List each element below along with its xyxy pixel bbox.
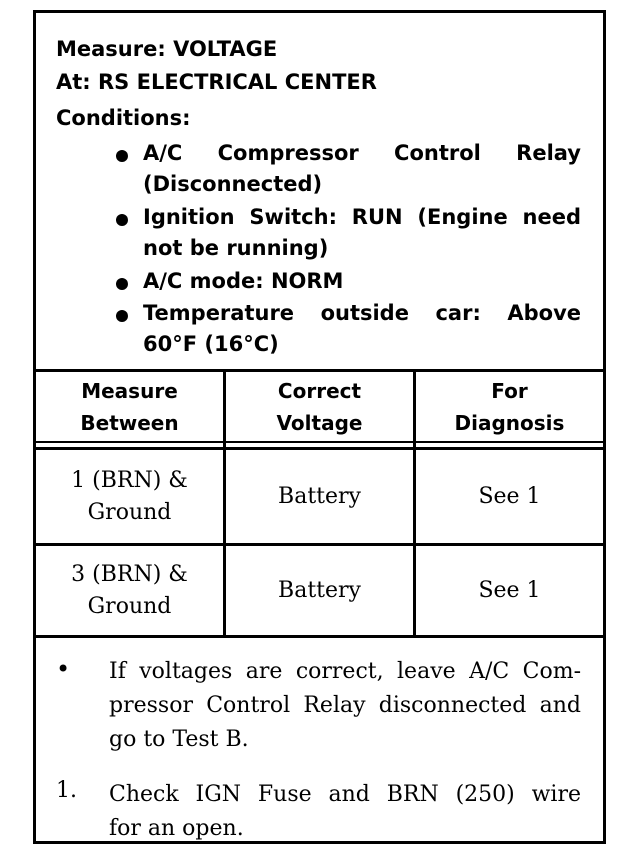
- table-cell-between: [36, 450, 223, 543]
- table-cell-voltage: Battery: [278, 577, 361, 603]
- at-line: At: RS ELECTRICAL CENTER: [56, 70, 377, 94]
- note-number: 1.: [56, 778, 77, 803]
- cell-line: 3 (BRN) &: [71, 561, 188, 587]
- divider: [36, 635, 603, 638]
- bullet-icon: [116, 310, 128, 322]
- condition-item-line1: A/C mode: NORM: [143, 269, 344, 293]
- header-line: Voltage: [276, 410, 363, 435]
- condition-item-line1: A/C Compressor Control Relay: [143, 141, 581, 165]
- cell-line: 1 (BRN) &: [71, 467, 188, 493]
- header-measure-between: [36, 372, 223, 441]
- header-for-diagnosis: [416, 372, 603, 441]
- condition-item-line2: 60°F (16°C): [143, 332, 279, 356]
- divider: [36, 441, 603, 443]
- table-cell-diagnosis: See 1: [478, 483, 541, 509]
- measure-line: Measure: VOLTAGE: [56, 37, 278, 61]
- condition-item-line2: not be running): [143, 236, 329, 260]
- note-line: pressor Control Relay disconnected and: [109, 693, 581, 718]
- condition-item-line1: Ignition Switch: RUN (Engine need: [143, 205, 581, 229]
- condition-item-line2: (Disconnected): [143, 172, 323, 196]
- note-line: for an open.: [109, 816, 244, 841]
- bullet-icon: •: [56, 655, 71, 683]
- header-line: Measure: [81, 378, 178, 403]
- header-line: Correct: [277, 378, 362, 403]
- bullet-icon: [116, 214, 128, 226]
- header-line: For: [491, 378, 528, 403]
- header-correct-voltage: [226, 372, 413, 441]
- header-line: Between: [80, 410, 179, 435]
- note-line: If voltages are correct, leave A/C Com-: [109, 659, 581, 684]
- header-line: Diagnosis: [454, 410, 565, 435]
- conditions-header: [36, 13, 603, 371]
- diagnostic-table-frame: [33, 10, 606, 844]
- bullet-icon: [116, 278, 128, 290]
- note-line: Check IGN Fuse and BRN (250) wire: [109, 782, 581, 807]
- conditions-label: Conditions:: [56, 106, 191, 130]
- cell-line: Ground: [87, 499, 172, 525]
- condition-item-line1: Temperature outside car: Above: [143, 301, 581, 325]
- table-cell-diagnosis: See 1: [478, 577, 541, 603]
- bullet-icon: [116, 150, 128, 162]
- note-line: go to Test B.: [109, 727, 249, 752]
- table-cell-between: [36, 546, 223, 635]
- table-cell-voltage: Battery: [278, 483, 361, 509]
- cell-line: Ground: [87, 593, 172, 619]
